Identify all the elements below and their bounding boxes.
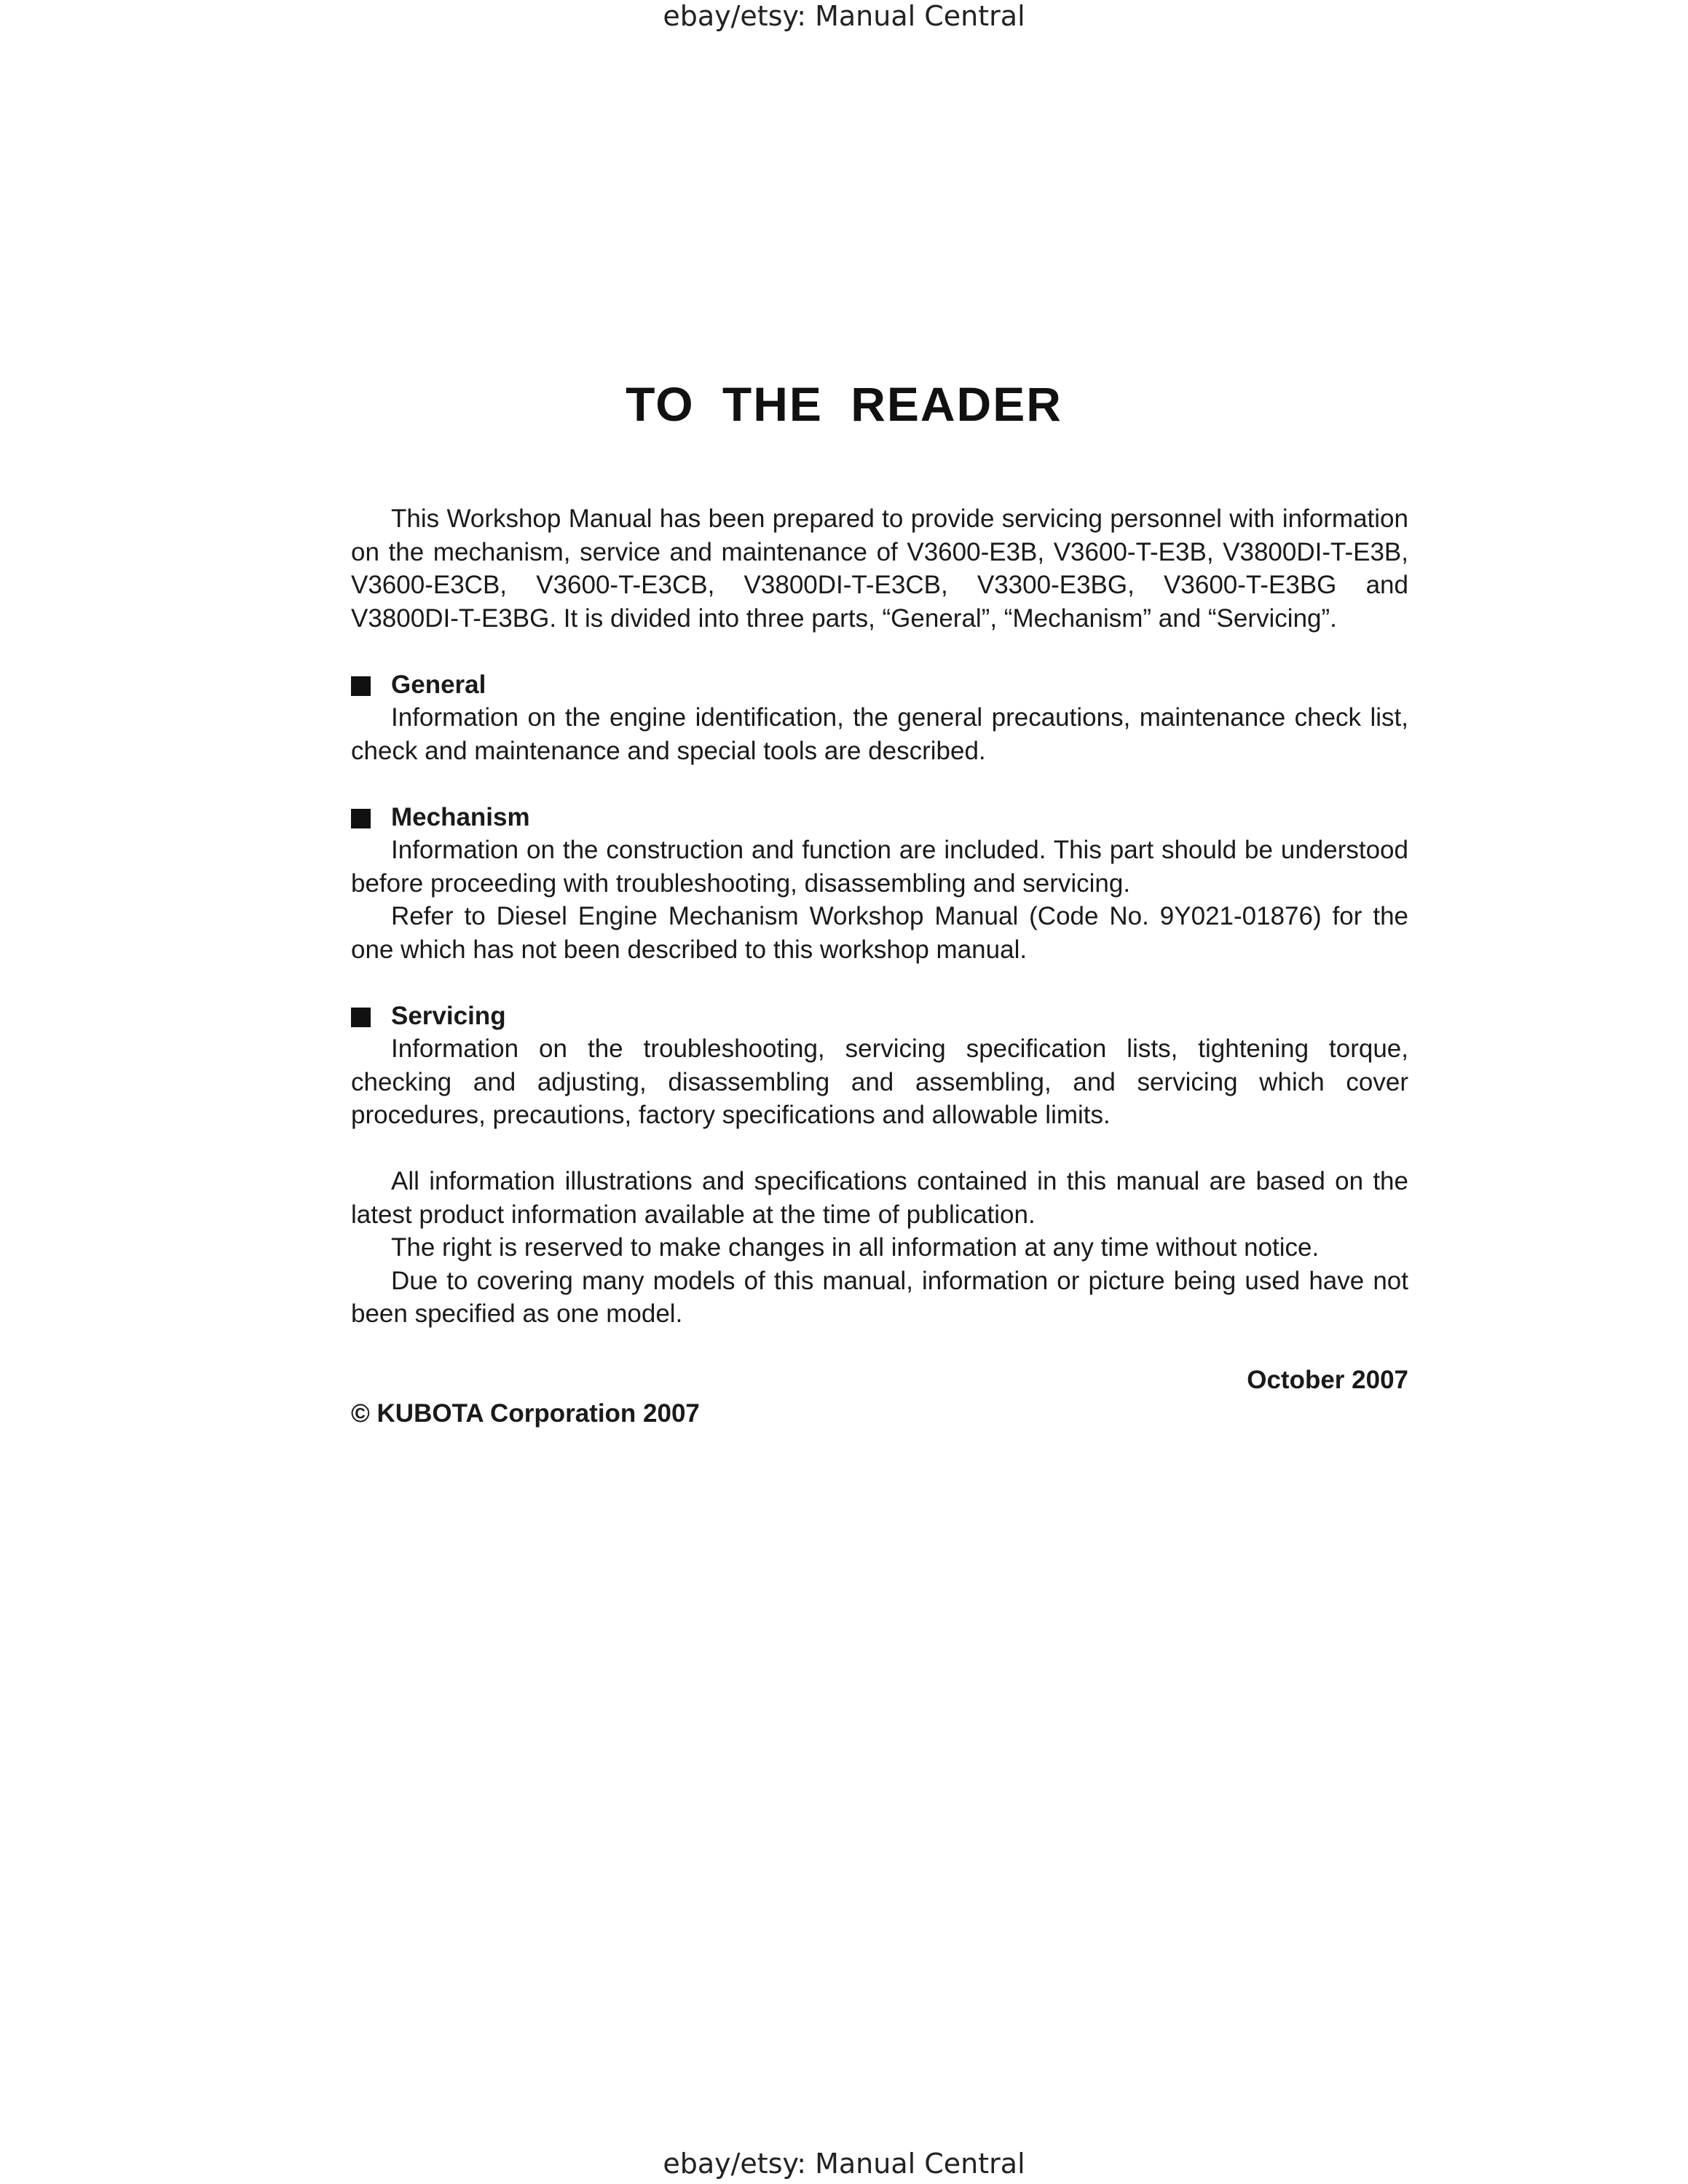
section-heading-servicing <box>351 1000 1408 1033</box>
mechanism-paragraph-2: Refer to Diesel Engine Mechanism Workshop Manual (Code No. 9Y021-01876) for the one which has not been described to this workshop manual. <box>351 902 1408 964</box>
watermark-top: ebay/etsy: Manual Central <box>663 0 1025 32</box>
spacer <box>351 1331 1408 1364</box>
section-heading-mechanism <box>351 801 1408 834</box>
servicing-paragraph: Information on the troubleshooting, servicing specification lists, tightening torque, checking and adjusting, disassembling and assembling, and servicing which cover procedures, precautions, factory specifications and allowable limits. <box>351 1034 1408 1129</box>
publication-date: October 2007 <box>1247 1366 1408 1394</box>
square-bullet-icon <box>351 1008 371 1027</box>
section-heading-label: General <box>391 670 486 699</box>
closing-paragraph-2: The right is reserved to make changes in all information at any time without notice. <box>391 1233 1320 1262</box>
mechanism-paragraph-1: Information on the construction and function are included. This part should be understood before proceeding with troubleshooting, disassembling and servicing. <box>351 836 1408 898</box>
square-bullet-icon <box>351 809 371 828</box>
spacer <box>351 966 1408 1000</box>
spacer <box>351 635 1408 668</box>
section-heading-general <box>351 668 1408 702</box>
page-title: TO THE READER <box>626 377 1062 431</box>
watermark-bottom: ebay/etsy: Manual Central <box>663 2148 1025 2180</box>
spacer <box>351 767 1408 801</box>
closing-paragraph-3: Due to covering many models of this manual, information or picture being used have not been specified as one model. <box>351 1266 1408 1328</box>
copyright-notice: © KUBOTA Corporation 2007 <box>351 1398 700 1428</box>
square-bullet-icon <box>351 676 371 696</box>
intro-paragraph: This Workshop Manual has been prepared to provide servicing personnel with information on the mechanism, service and maintenance of V3600-E3B, V3600-T-E3B, V3800DI-T-E3B, V3600-E3CB, V3600-T-E3CB, V3800DI-T-E3CB, V3300-E3BG, V3600-T-E3BG and V3800DI-T-E3BG. It is divided into three parts, “General”, “Mechanism” and “Servicing”. <box>351 505 1408 633</box>
closing-paragraph-1: All information illustrations and specifications contained in this manual are based on the latest product information available at the time of publication. <box>351 1167 1408 1229</box>
section-heading-label: Servicing <box>391 1001 506 1030</box>
section-heading-label: Mechanism <box>391 802 530 831</box>
spacer <box>351 1132 1408 1166</box>
general-paragraph: Information on the engine identification, the general precautions, maintenance check list, check and maintenance and special tools are described. <box>351 703 1408 765</box>
document-body <box>351 502 1408 1430</box>
